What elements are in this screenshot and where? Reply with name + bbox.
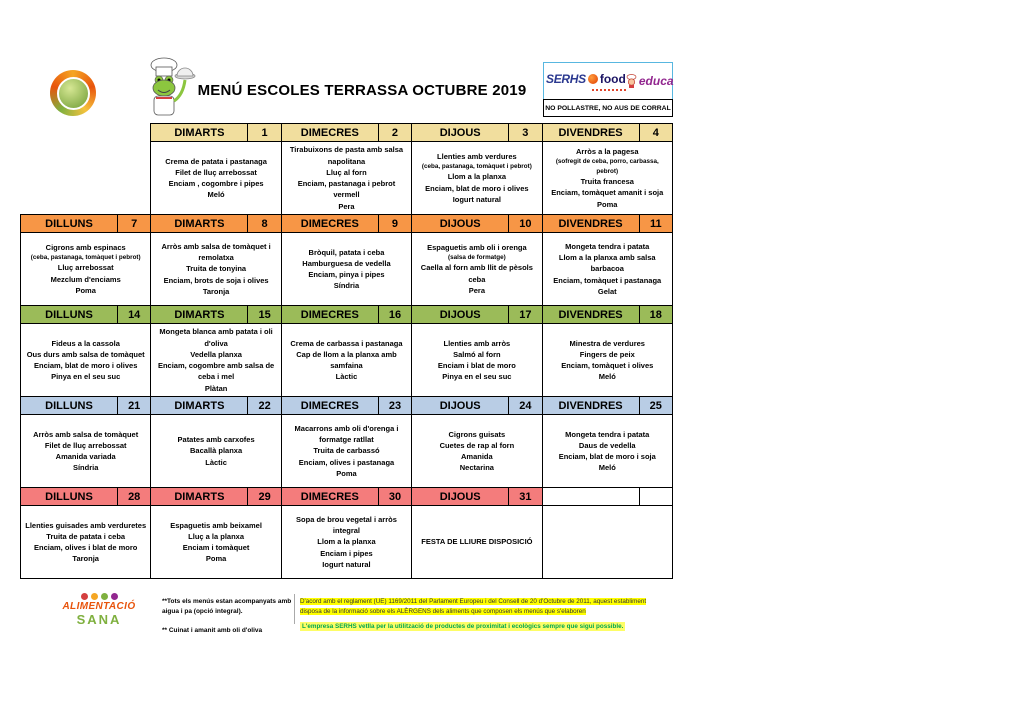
- menu-item: Arròs a la pagesa: [575, 147, 639, 157]
- apple-icon: [81, 593, 88, 600]
- day-name: DIJOUS: [412, 488, 509, 506]
- menu-item: FESTA DE LLIURE DISPOSICIÓ: [421, 537, 533, 547]
- day-number: 10: [509, 215, 542, 233]
- allergen-highlight: D'acord amb el reglament (UE) 1169/2011 del Parlament Europeu i del Consell de 20 d'Octubre de 2011, aquest establiment disposa de la informació sobre els ALÈRGENS dels aliments que composen els menús que s'elaboren: [300, 598, 647, 616]
- menu-item: Amanida variada: [55, 452, 116, 461]
- menu-item: Espaguetis amb beixamel: [170, 520, 262, 530]
- day-number: 28: [118, 488, 151, 506]
- menu-table: [20, 123, 673, 579]
- menu-item: Pinya en el seu suc: [51, 372, 121, 382]
- day-number: 16: [378, 306, 411, 324]
- footer-notes: [162, 597, 292, 635]
- menu-cell: [542, 142, 672, 215]
- menu-item: Síndria: [72, 463, 99, 473]
- menu-cell: [21, 233, 151, 306]
- menu-item: Enciam, brots de soja i olives: [163, 275, 269, 285]
- school-logo-inner: [57, 77, 90, 110]
- menu-cell: [412, 415, 542, 488]
- day-number: 14: [118, 306, 151, 324]
- menu-item: (sofregit de ceba, porro, carbassa, pebrot): [555, 158, 659, 175]
- menu-item: Iogurt natural: [322, 559, 371, 569]
- menu-item: Enciam , cogombre i pipes: [168, 179, 264, 188]
- day-name: DIVENDRES: [542, 215, 639, 233]
- day-name: DILLUNS: [21, 397, 118, 415]
- day-name: DIVENDRES: [542, 306, 639, 324]
- menu-item: Enciam, cogombre amb salsa de ceba i mel: [157, 361, 275, 382]
- day-number: 4: [639, 124, 672, 142]
- day-name: DIJOUS: [412, 306, 509, 324]
- day-name: DIJOUS: [412, 397, 509, 415]
- menu-item: Mongeta tendra i patata: [565, 429, 650, 439]
- grape-icon: [111, 593, 118, 600]
- menu-item: Patates amb carxofes: [177, 435, 255, 445]
- menu-item: Enciam, pastanaga i pebrot vermell: [297, 179, 396, 200]
- day-name: DIMARTS: [151, 488, 248, 506]
- day-number: 11: [639, 215, 672, 233]
- menu-item: Meló: [598, 463, 616, 473]
- olive-oil-note: ** Cuinat i amanit amb oli d'oliva: [162, 626, 263, 634]
- menu-cell: [412, 233, 542, 306]
- menu-item: Enciam, pinya i pipes: [308, 270, 385, 279]
- school-logo: [50, 70, 96, 116]
- menu-item: Enciam, tomàquet i pastanaga: [553, 275, 662, 285]
- chef-frog-mascot: [144, 57, 198, 121]
- day-number: 21: [118, 397, 151, 415]
- menu-item: Lluç arrebossat: [57, 263, 114, 273]
- menu-item: Ous durs amb salsa de tomàquet: [26, 349, 145, 359]
- day-name: DIVENDRES: [542, 397, 639, 415]
- menu-item: Enciam i tomàquet: [182, 543, 250, 552]
- day-name: DIMARTS: [151, 397, 248, 415]
- menu-item: Enciam i blat de moro: [437, 361, 516, 370]
- menu-cell: [281, 324, 411, 397]
- day-number: 29: [248, 488, 281, 506]
- day-name: DIMECRES: [281, 397, 378, 415]
- menu-item: Arròs amb salsa de tomàquet: [33, 429, 139, 439]
- day-name: [542, 488, 639, 506]
- day-number: 25: [639, 397, 672, 415]
- day-name: DIMARTS: [151, 215, 248, 233]
- menu-item: Poma: [205, 554, 227, 564]
- menu-item: Enciam, blat de moro i olives: [34, 361, 138, 370]
- menu-item: Pera: [468, 285, 485, 295]
- day-name: DIVENDRES: [542, 124, 639, 142]
- menu-item: Enciam, olives i blat de moro: [34, 543, 138, 552]
- menu-item: Enciam, tomàquet amanit i soja: [551, 188, 664, 198]
- menu-item: Cigrons guisats: [448, 429, 506, 439]
- menu-item: Poma: [597, 199, 618, 209]
- menu-item: Hamburguesa de vedella: [302, 258, 391, 268]
- allergen-note: [300, 597, 656, 617]
- menu-item: Plàtan: [204, 383, 228, 393]
- menu-cell: [281, 142, 411, 215]
- menu-item: Mongeta blanca amb patata i oli d'oliva: [159, 327, 273, 348]
- blank-cell: [21, 142, 151, 215]
- menu-item: Truita de carbassó: [313, 446, 380, 456]
- menu-item: Taronja: [202, 286, 230, 296]
- day-number: 1: [248, 124, 281, 142]
- menu-cell: [21, 324, 151, 397]
- menu-item: Fideus a la cassola: [51, 338, 120, 348]
- day-number: 17: [509, 306, 542, 324]
- menu-item: Enciam, tomàquet i olives: [561, 361, 654, 370]
- menu-cell: [151, 324, 281, 397]
- menu-item: Enciam, blat de moro i olives: [425, 183, 529, 193]
- serhs-wordmark: SERHS: [546, 71, 586, 86]
- footer-divider: [294, 594, 295, 624]
- day-name: DIMECRES: [281, 488, 378, 506]
- menu-item: Tirabuixons de pasta amb salsa napolitana: [289, 145, 404, 166]
- menu-cell: [542, 415, 672, 488]
- day-number: 31: [509, 488, 542, 506]
- menu-item: Vedella planxa: [190, 349, 242, 359]
- menu-item: Poma: [336, 468, 357, 478]
- menu-item: Caella al forn amb llit de pèsols ceba: [420, 263, 533, 284]
- day-number: 23: [378, 397, 411, 415]
- menu-item: Macarrons amb oli d'orenga i formatge ratllat: [294, 423, 399, 445]
- menu-item: Crema de patata i pastanaga: [165, 156, 267, 166]
- menu-item: Síndria: [333, 281, 360, 291]
- menu-item: Truita de tonyina: [186, 264, 247, 274]
- footer-logo-line2: SANA: [76, 612, 122, 627]
- menu-item: Cuetes de rap al forn: [439, 440, 515, 450]
- day-name: DIMARTS: [151, 306, 248, 324]
- menu-item: Crema de carbassa i pastanaga: [290, 338, 403, 348]
- day-number: 18: [639, 306, 672, 324]
- day-number: 22: [248, 397, 281, 415]
- menu-item: Llom a la planxa: [447, 172, 507, 182]
- day-number: 3: [509, 124, 542, 142]
- menu-cell: [542, 324, 672, 397]
- menu-item: Gelat: [597, 286, 617, 296]
- pear-icon: [101, 593, 108, 600]
- menu-item: Llenties amb arròs: [443, 338, 511, 348]
- page-title: MENÚ ESCOLES TERRASSA OCTUBRE 2019: [197, 82, 527, 99]
- day-number: 15: [248, 306, 281, 324]
- menu-cell: [412, 142, 542, 215]
- day-number: 2: [378, 124, 411, 142]
- food-wordmark: food: [599, 71, 626, 86]
- menu-cell: [281, 415, 411, 488]
- menu-item: Minestra de verdures: [569, 338, 645, 348]
- day-number: [639, 488, 672, 506]
- menu-cell: [281, 506, 411, 579]
- menu-item: Iogurt natural: [452, 194, 502, 204]
- menu-item: Arròs amb salsa de tomàquet i remolatxa: [161, 241, 271, 263]
- menu-item: Sopa de brou vegetal i arròs integral: [296, 514, 397, 536]
- menu-item: Meló: [598, 372, 616, 382]
- day-name: DILLUNS: [21, 306, 118, 324]
- day-number: 24: [509, 397, 542, 415]
- notice-box: NO POLLASTRE, NO AUS DE CORRAL: [543, 99, 673, 117]
- menu-item: Pera: [338, 201, 355, 211]
- educa-logo: [626, 74, 674, 88]
- menu-cell: [151, 415, 281, 488]
- menu-item: Amanida: [461, 452, 493, 461]
- menu-item: Llenties amb verdures: [437, 151, 517, 161]
- menu-cell: [151, 233, 281, 306]
- menu-cell: [21, 506, 151, 579]
- menu-item: Llom a la planxa amb salsa barbacoa: [558, 253, 656, 274]
- educa-chef-icon: [626, 74, 637, 88]
- day-number: 8: [248, 215, 281, 233]
- menu-item: Mongeta tendra i patata: [565, 241, 650, 251]
- blank-cell: [21, 124, 151, 142]
- menu-item: Llom a la planxa: [317, 537, 376, 547]
- day-name: DIMARTS: [151, 124, 248, 142]
- menu-item: Truita francesa: [580, 177, 634, 187]
- menu-cell: [151, 142, 281, 215]
- footer-logo-line1: ALIMENTACIÓ: [62, 601, 136, 612]
- menu-item: Mezclum d'enciams: [50, 274, 121, 284]
- healthy-food-logo: [38, 593, 160, 635]
- menu-cell: [412, 324, 542, 397]
- menu-item: (salsa de formatge): [447, 254, 506, 262]
- day-name: DILLUNS: [21, 215, 118, 233]
- day-name: DIMECRES: [281, 306, 378, 324]
- menu-item: Pinya en el seu suc: [442, 372, 512, 382]
- day-number: 30: [378, 488, 411, 506]
- day-name: DIMECRES: [281, 215, 378, 233]
- menu-item: Taronja: [72, 554, 99, 564]
- menu-item: Filet de lluç arrebossat: [44, 440, 127, 450]
- food-tagline-squiggle: [592, 87, 626, 91]
- day-name: DIJOUS: [412, 124, 509, 142]
- menu-item: Espaguetis amb oli i orenga: [427, 242, 527, 252]
- menu-item: Enciam, olives i pastanaga: [298, 457, 395, 467]
- menu-item: Cigrons amb espinacs: [45, 242, 126, 252]
- day-name: DILLUNS: [21, 488, 118, 506]
- menu-item: Lluç al forn: [326, 167, 367, 177]
- educa-wordmark: educa: [638, 74, 674, 88]
- menu-item: (ceba, pastanaga, tomàquet i pebrot): [421, 163, 532, 171]
- menu-item: Llenties guisades amb verduretes: [25, 520, 147, 530]
- menu-item: Filet de lluç arrebossat: [175, 167, 257, 177]
- eco-note: L'empresa SERHS vetlla per la utilització de productes de proximitat i ecològics sempre que sigui possible.: [302, 623, 624, 630]
- serhs-food-logo: [546, 72, 626, 91]
- menu-item: Salmó al forn: [453, 349, 501, 359]
- menu-item: Bròquil, patata i ceba: [308, 247, 385, 257]
- menu-item: Enciam i pipes: [320, 548, 373, 558]
- menu-cell: [542, 506, 672, 579]
- orange-icon: [91, 593, 98, 600]
- menu-item: Làctic: [205, 457, 227, 467]
- menu-item: Enciam, blat de moro i soja: [558, 452, 656, 461]
- menu-item: Truita de patata i ceba: [46, 531, 126, 541]
- menu-item: Làctic: [335, 372, 358, 382]
- menu-item: Fingers de peix: [579, 349, 635, 359]
- menu-item: Lluç a la planxa: [188, 531, 245, 541]
- menu-item: Poma: [75, 285, 96, 295]
- menu-item: Daus de vedella: [578, 440, 636, 450]
- menu-cell: [21, 415, 151, 488]
- menu-cell: [281, 233, 411, 306]
- day-name: DIJOUS: [412, 215, 509, 233]
- menu-item: Nectarina: [459, 463, 494, 473]
- menu-item: Bacallà planxa: [190, 446, 243, 456]
- day-number: 7: [118, 215, 151, 233]
- menu-item: Cap de llom a la planxa amb samfaina: [296, 349, 397, 370]
- menu-cell: [151, 506, 281, 579]
- day-number: 9: [378, 215, 411, 233]
- menu-item: Meló: [207, 190, 225, 200]
- serhs-brand-box: [543, 62, 673, 100]
- serhs-ball-icon: [588, 74, 598, 84]
- day-name: DIMECRES: [281, 124, 378, 142]
- fruit-icons: [38, 593, 160, 600]
- menu-cell: [412, 506, 542, 579]
- chef-frog-svg: [144, 57, 198, 121]
- menu-cell: [542, 233, 672, 306]
- menu-item: (ceba, pastanaga, tomàquet i pebrot): [30, 254, 141, 262]
- water-bread-note: **Tots els menús estan acompanyats amb aigua i pa (opció integral).: [162, 598, 292, 615]
